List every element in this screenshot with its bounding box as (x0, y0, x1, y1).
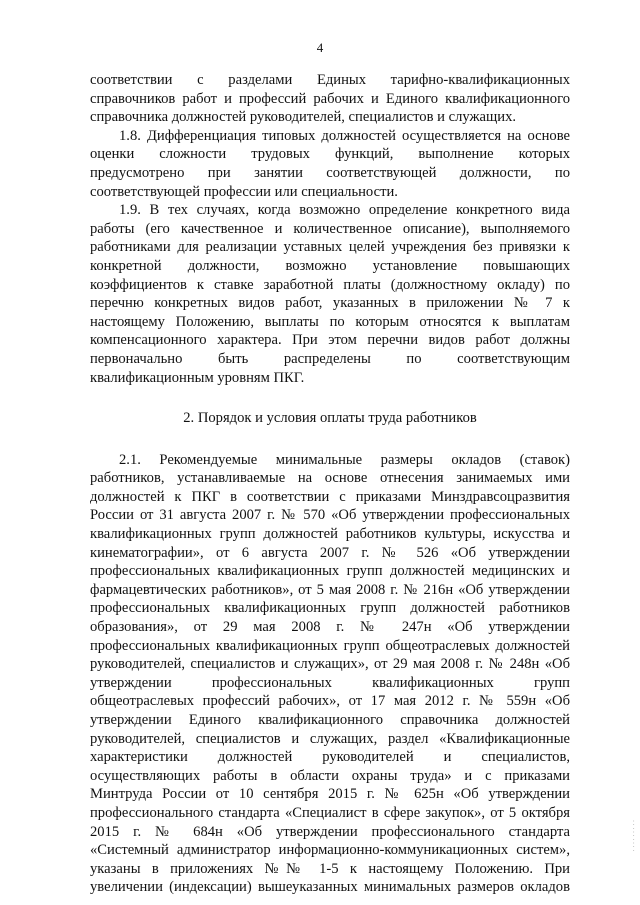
text-line: фармацевтических работников», от 5 мая 2008 г. № 216н «Об утверждении (90, 581, 570, 598)
text-line: работы (его качественное и количественное описание), выполняемого (90, 220, 570, 237)
text-line: первоначально быть распределены по соответствующим (90, 350, 570, 367)
text-line: утверждении профессиональных квалификационных групп (90, 674, 570, 691)
text-line: 2.1. Рекомендуемые минимальные размеры окладов (ставок) (119, 451, 570, 468)
text-line: конкретной должности, возможно установление повышающих (90, 257, 570, 274)
text-line: образования», от 29 мая 2008 г. № 247н «Об утверждении (90, 619, 570, 636)
text-line: 1.9. В тех случаях, когда возможно определение конкретного вида (119, 202, 570, 219)
text-line: коэффициентов к ставке заработной платы (должностному окладу) по (90, 276, 570, 293)
paragraph-1-8 (90, 127, 570, 201)
text-line: профессиональных квалификационных групп должностей работников (90, 600, 570, 617)
text-line: увеличении (индексации) вышеуказанных минимальных размеров окладов (90, 879, 570, 896)
text-line: работниками для реализации уставных целей учреждения без привязки к (90, 239, 570, 256)
text-line: соответствующей профессии или специальности. (90, 183, 398, 200)
text-line: руководителей, специалистов и служащих, раздел «Квалификационные (90, 730, 570, 747)
paragraph-2-1 (90, 451, 570, 897)
text-line: общеотраслевых профессий рабочих», от 17 мая 2012 г. № 559н «Об (90, 693, 570, 710)
text-line: Минтруда России от 10 сентября 2015 г. № 625н «Об утверждении (90, 786, 570, 803)
text-line: профессиональных квалификационных групп должностей медицинских и (90, 563, 570, 580)
text-line: профессионального стандарта «Специалист в сфере закупок», от 5 октября (90, 804, 570, 821)
scan-edge-mark: · · · · · · · · · (630, 820, 636, 852)
text-line: кинематографии», от 6 августа 2007 г. № 526 «Об утверждении (90, 544, 570, 561)
text-line: настоящему Положению, выплаты по которым относятся к выплатам (90, 313, 570, 330)
page-number: 4 (316, 40, 324, 55)
text-line: квалификационных групп должностей работников культуры, искусства и (90, 526, 570, 543)
text-line: «Системный администратор информационно-коммуникационных систем», (90, 842, 570, 859)
text-line: руководителей, специалистов и служащих», от 29 мая 2008 г. № 248н «Об (90, 656, 570, 673)
text-line: профессиональных квалификационных групп общеотраслевых должностей (90, 637, 570, 654)
text-line: перечню конкретных видов работ, указанных в приложении № 7 к (90, 295, 570, 312)
text-line: справочника должностей руководителей, специалистов и служащих. (90, 109, 517, 126)
paragraph-1-9 (90, 201, 570, 387)
text-line: квалификационным уровням ПКГ. (90, 369, 305, 386)
text-line: соответствии с разделами Единых тарифно-квалификационных (90, 72, 570, 88)
text-line: характеристики должностей руководителей и специалистов, (90, 749, 570, 766)
text-line: 2015 г. № 684н «Об утверждении профессионального стандарта (90, 823, 570, 840)
text-line: должностей к ПКГ в соответствии с приказами Минздравсоцразвития (90, 488, 570, 505)
text-line: оценки сложности трудовых функций, выполнение которых (90, 146, 570, 163)
text-line: указаны в приложениях №№ 1-5 к настоящему Положению. При (90, 860, 570, 877)
text-line: 1.8. Дифференциация типовых должностей осуществляется на основе (119, 127, 570, 144)
text-line: предусмотрено при занятии соответствующей должности, по (90, 164, 570, 181)
text-line: России от 31 августа 2007 г. № 570 «Об утверждении профессиональных (90, 507, 570, 524)
paragraph-continuation (90, 71, 570, 127)
text-line: компенсационного характера. При этом перечни видов работ должны (90, 332, 570, 349)
text-line: справочников работ и профессий рабочих и Единого квалификационного (90, 90, 570, 107)
text-line: утверждении Единого квалификационного справочника должностей (90, 712, 570, 728)
text-line: осуществляющих работы в области охраны труда» и с приказами (90, 767, 570, 784)
document-body (90, 71, 570, 897)
section-heading: 2. Порядок и условия оплаты труда работников (183, 410, 477, 427)
text-line: работников, устанавливаемые на основе отнесения занимаемых ими (90, 470, 570, 487)
